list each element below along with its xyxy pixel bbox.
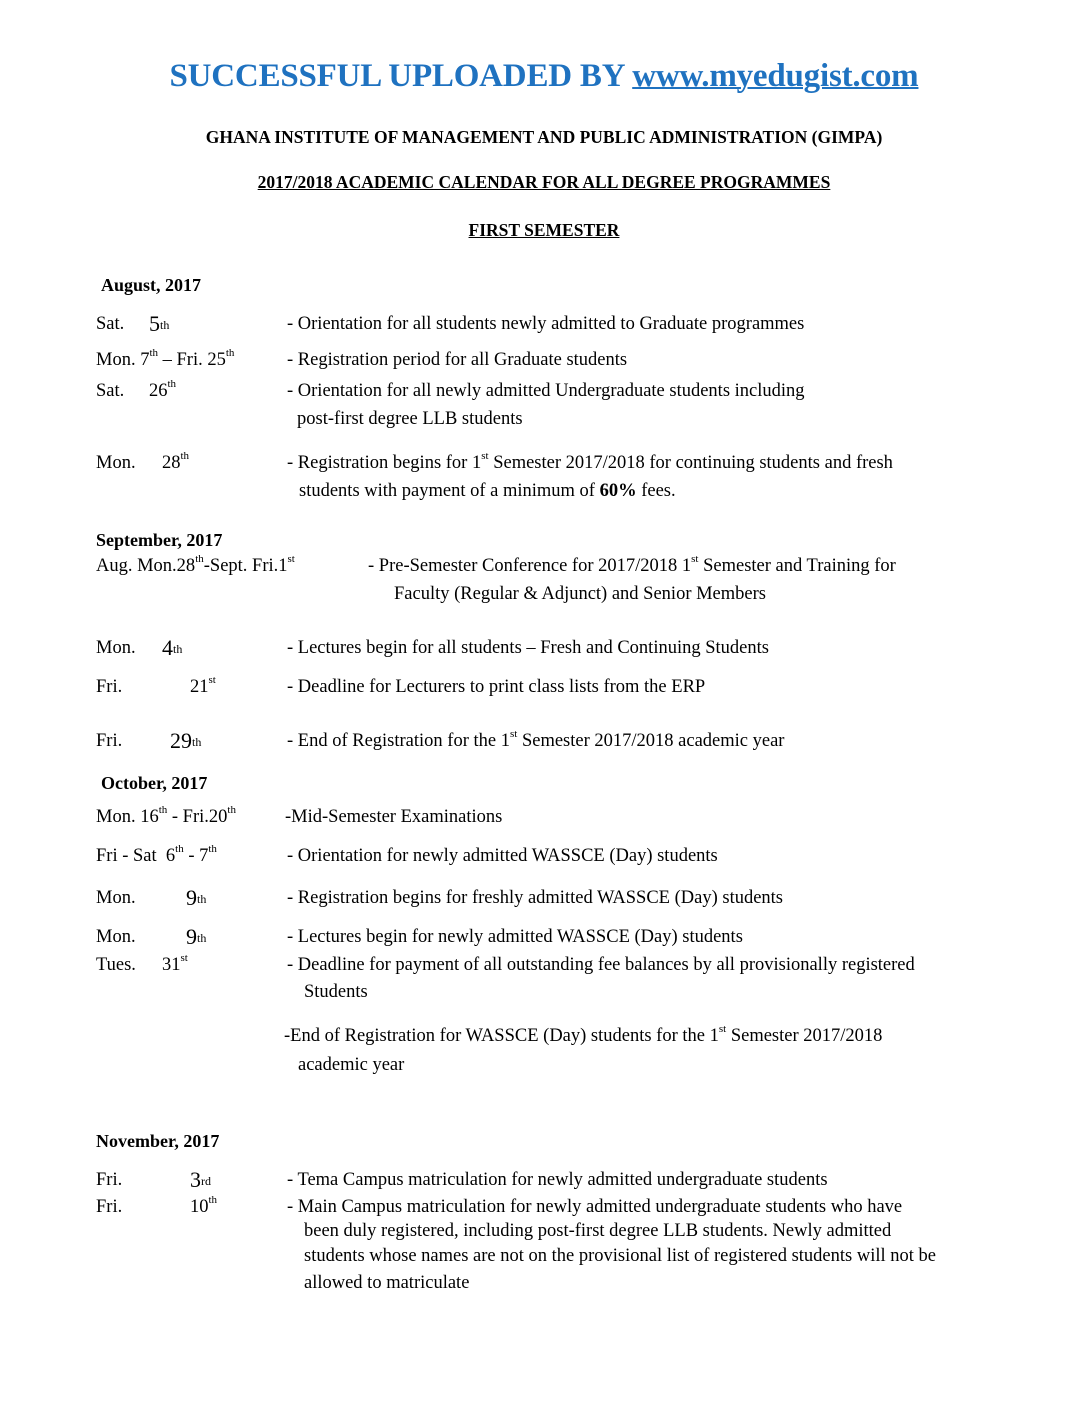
event-date: 10th (190, 1194, 218, 1217)
event-day: Mon. (96, 638, 136, 658)
upload-banner (0, 58, 1088, 95)
event-description: - Deadline for Lecturers to print class lists from the ERP (287, 677, 706, 697)
event-description: -End of Registration for WASSCE (Day) students for the 1st Semester 2017/2018 (284, 1023, 883, 1046)
event-description-cont: post-first degree LLB students (297, 409, 523, 429)
event-description-cont: allowed to matriculate (304, 1273, 470, 1293)
event-date: 28th (162, 450, 190, 473)
event-description-cont: Students (304, 982, 368, 1002)
month-heading-november: November, 2017 (96, 1131, 220, 1151)
event-description: - Orientation for all newly admitted Undergraduate students including (287, 381, 805, 401)
semester-title: FIRST SEMESTER (468, 220, 620, 240)
event-date: 4th (162, 635, 183, 660)
event-description-cont: been duly registered, including post-first degree LLB students. Newly admitted (304, 1221, 892, 1241)
event-day: Fri. (96, 677, 123, 697)
month-heading-october: October, 2017 (101, 773, 208, 793)
event-description-cont: students with payment of a minimum of 60% fees. (299, 481, 676, 501)
event-day: Fri - Sat 6th - 7th (96, 843, 217, 866)
event-date: 31st (162, 952, 188, 975)
event-day: Sat. (96, 314, 125, 334)
institution-title: GHANA INSTITUTE OF MANAGEMENT AND PUBLIC ADMINISTRATION (GIMPA) (205, 127, 883, 147)
event-day: Sat. (96, 381, 125, 401)
event-day: Tues. (96, 955, 136, 975)
event-day: Mon. (96, 888, 136, 908)
event-description: - Pre-Semester Conference for 2017/2018 1st Semester and Training for (368, 553, 896, 576)
event-description: - Registration period for all Graduate students (287, 350, 628, 370)
event-description: - End of Registration for the 1st Semester 2017/2018 academic year (287, 728, 785, 751)
event-description-cont: Faculty (Regular & Adjunct) and Senior Members (394, 584, 766, 604)
event-date: 26th (149, 378, 177, 401)
event-description: - Deadline for payment of all outstanding fee balances by all provisionally registered (287, 955, 915, 975)
event-description: - Lectures begin for newly admitted WASSCE (Day) students (287, 927, 743, 947)
calendar-title: 2017/2018 ACADEMIC CALENDAR FOR ALL DEGREE PROGRAMMES (257, 172, 831, 192)
event-day: Fri. (96, 1197, 123, 1217)
month-heading-august: August, 2017 (101, 275, 202, 295)
event-day: Aug. Mon.28th-Sept. Fri.1st (96, 553, 295, 576)
event-date: 21st (190, 674, 216, 697)
event-date: 3rd (190, 1167, 211, 1192)
event-day: Mon. (96, 927, 136, 947)
event-description-cont: students whose names are not on the provisional list of registered students will not be (304, 1246, 936, 1266)
event-description: - Orientation for newly admitted WASSCE (Day) students (287, 846, 718, 866)
event-day: Fri. (96, 1170, 123, 1190)
event-date: 29th (170, 728, 202, 753)
event-description: -Mid-Semester Examinations (285, 807, 503, 827)
banner-link[interactable]: www.myedugist.com (632, 58, 919, 94)
event-description-cont: academic year (298, 1055, 405, 1075)
event-description: - Registration begins for 1st Semester 2017/2018 for continuing students and fresh (287, 450, 893, 473)
event-day: Mon. 16th - Fri.20th (96, 804, 236, 827)
event-date: 9th (186, 885, 207, 910)
event-description: - Tema Campus matriculation for newly admitted undergraduate students (287, 1170, 828, 1190)
event-date: 5th (149, 311, 170, 336)
event-day: Mon. (96, 453, 136, 473)
event-day: Mon. 7th – Fri. 25th (96, 347, 235, 370)
event-date: 9th (186, 924, 207, 949)
event-description: - Registration begins for freshly admitted WASSCE (Day) students (287, 888, 784, 908)
banner-prefix: SUCCESSFUL UPLOADED BY (169, 58, 633, 94)
event-description: - Main Campus matriculation for newly admitted undergraduate students who have (287, 1197, 903, 1217)
event-description: - Orientation for all students newly admitted to Graduate programmes (287, 314, 805, 334)
event-day: Fri. (96, 731, 123, 751)
month-heading-september: September, 2017 (96, 530, 223, 550)
event-description: - Lectures begin for all students – Fresh and Continuing Students (287, 638, 769, 658)
